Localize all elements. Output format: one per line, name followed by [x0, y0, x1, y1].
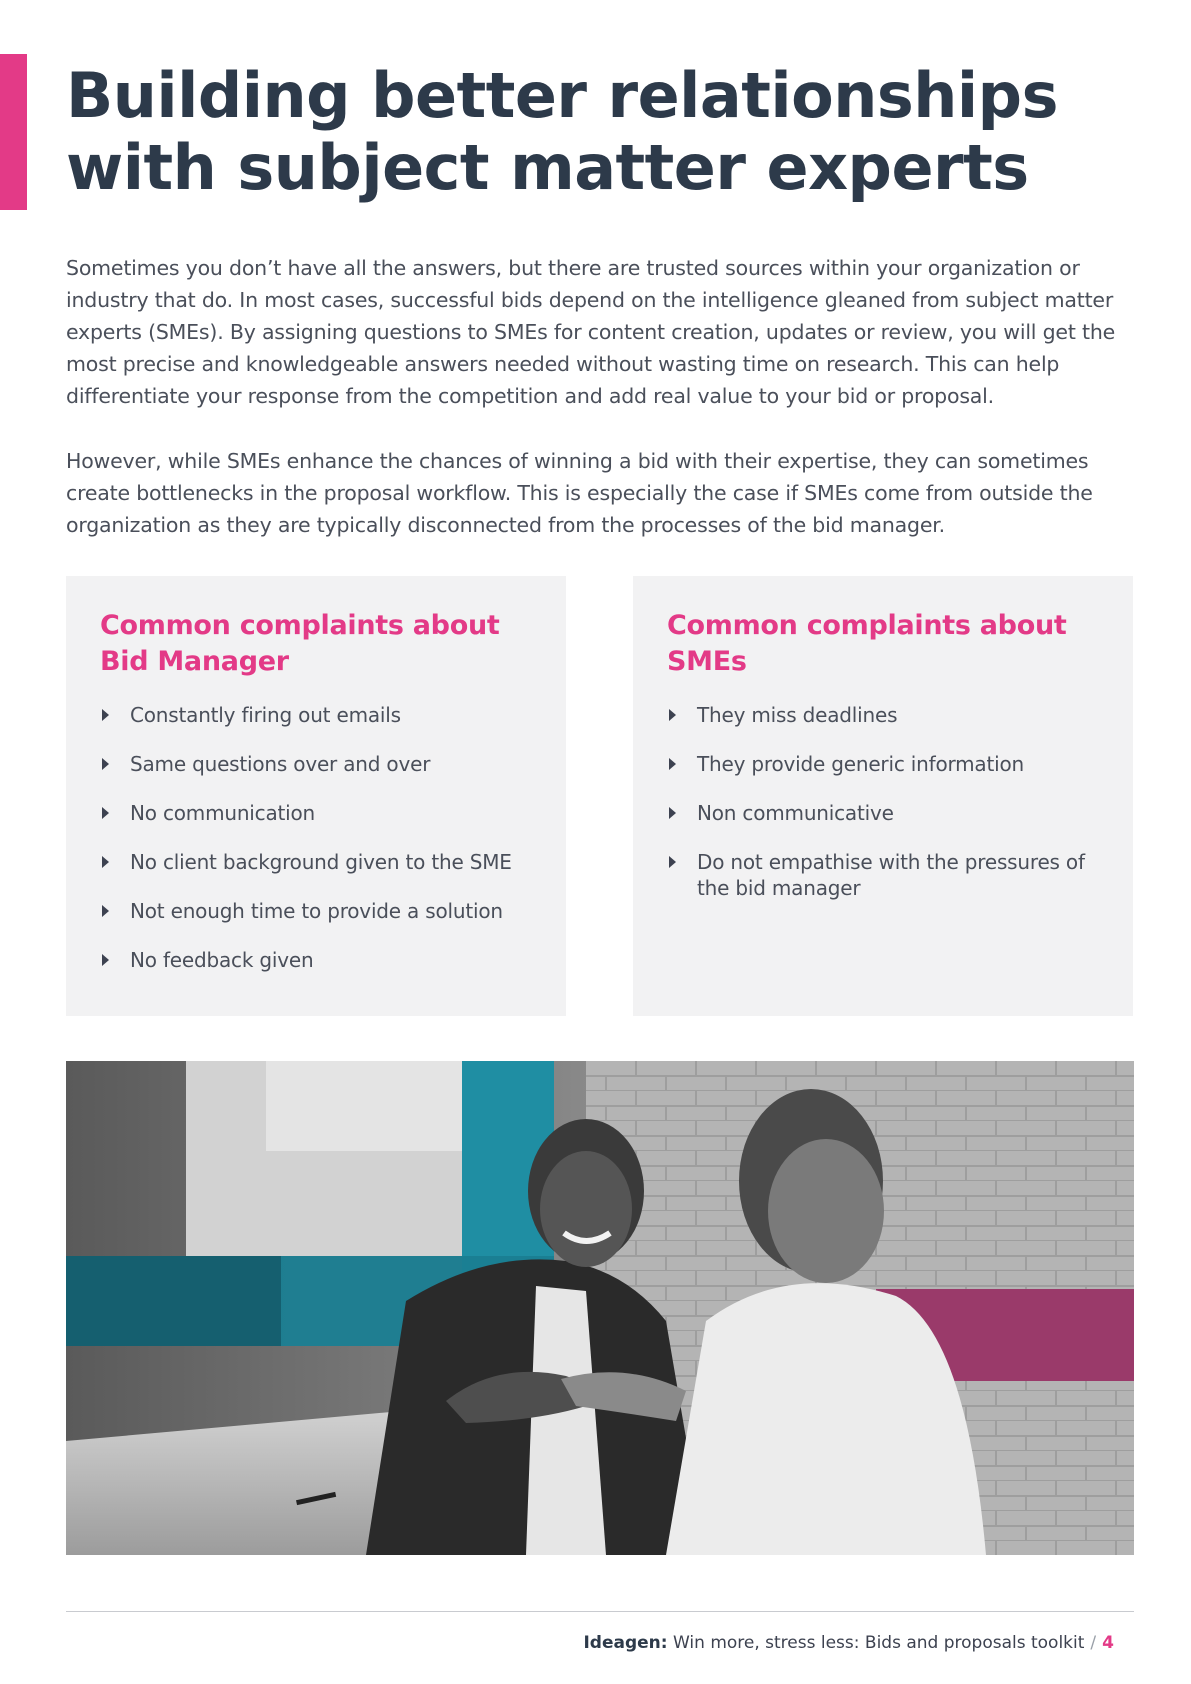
list-item: [100, 947, 536, 973]
list-item-text: They provide generic information: [697, 752, 1024, 776]
heading-line: Common complaints about: [667, 610, 1067, 641]
title-accent-bar: [0, 54, 27, 210]
bullet-triangle-icon: [102, 758, 109, 770]
bullet-triangle-icon: [102, 856, 109, 868]
handshake-photo: [66, 1061, 1134, 1555]
bullet-triangle-icon: [669, 856, 676, 868]
list-item: [100, 800, 536, 826]
heading-line: SMEs: [667, 646, 747, 677]
list-item-text: No client background given to the SME: [130, 850, 512, 874]
list-item: [667, 849, 1103, 901]
bullet-triangle-icon: [669, 709, 676, 721]
footer-separator: /: [1090, 1633, 1097, 1653]
bottleneck-paragraph: However, while SMEs enhance the chances of winning a bid with their expertise, they can sometimes create bottlenecks in the proposal workflow. This is especially the case if SMEs come from outside the organization as they are typically disconnected from the processes of the bid manager.: [66, 449, 1093, 537]
bullet-triangle-icon: [102, 709, 109, 721]
list-item-text: Do not empathise with the pressures of the bid manager: [697, 850, 1085, 900]
list-item: [667, 751, 1103, 777]
bullet-triangle-icon: [669, 758, 676, 770]
list-item: [100, 898, 536, 924]
list-item-text: No communication: [130, 801, 316, 825]
bullet-triangle-icon: [669, 807, 676, 819]
bid-manager-complaints-list: [100, 702, 536, 973]
page-number: 4: [1102, 1633, 1114, 1653]
heading-line: Common complaints about: [100, 610, 500, 641]
intro-paragraph: Sometimes you don’t have all the answers, but there are trusted sources within your organization or industry that do. In most cases, successful bids depend on the intelligence gleaned from subject matter experts (SMEs). By assigning questions to SMEs for content creation, updates or review, you will get the most precise and knowledgeable answers needed without wasting time on research. This can help differentiate your response from the competition and add real value to your bid or proposal.: [66, 256, 1116, 408]
list-item-text: Non communicative: [697, 801, 894, 825]
list-item: [100, 751, 536, 777]
list-item-text: They miss deadlines: [697, 703, 898, 727]
list-item-text: Constantly firing out emails: [130, 703, 401, 727]
sme-complaints-heading: [667, 608, 1103, 680]
footer-divider: [66, 1611, 1134, 1612]
footer-title: Win more, stress less: Bids and proposals toolkit: [672, 1633, 1085, 1653]
page-footer: [583, 1632, 1114, 1654]
list-item: [667, 800, 1103, 826]
sme-complaints-list: [667, 702, 1103, 901]
list-item: [100, 849, 536, 875]
list-item-text: Same questions over and over: [130, 752, 431, 776]
list-item: [100, 702, 536, 728]
handshake-photo-illustration: [66, 1061, 1134, 1555]
list-item-text: Not enough time to provide a solution: [130, 899, 503, 923]
page-title: Building better relationships with subject matter experts: [66, 59, 1058, 204]
heading-line: Bid Manager: [100, 646, 289, 677]
bullet-triangle-icon: [102, 905, 109, 917]
sme-complaints-box: [633, 576, 1133, 1016]
list-item: [667, 702, 1103, 728]
bullet-triangle-icon: [102, 807, 109, 819]
footer-brand: Ideagen:: [583, 1633, 668, 1653]
list-item-text: No feedback given: [130, 948, 314, 972]
bid-manager-complaints-heading: [100, 608, 536, 680]
bullet-triangle-icon: [102, 954, 109, 966]
bid-manager-complaints-box: [66, 576, 566, 1016]
